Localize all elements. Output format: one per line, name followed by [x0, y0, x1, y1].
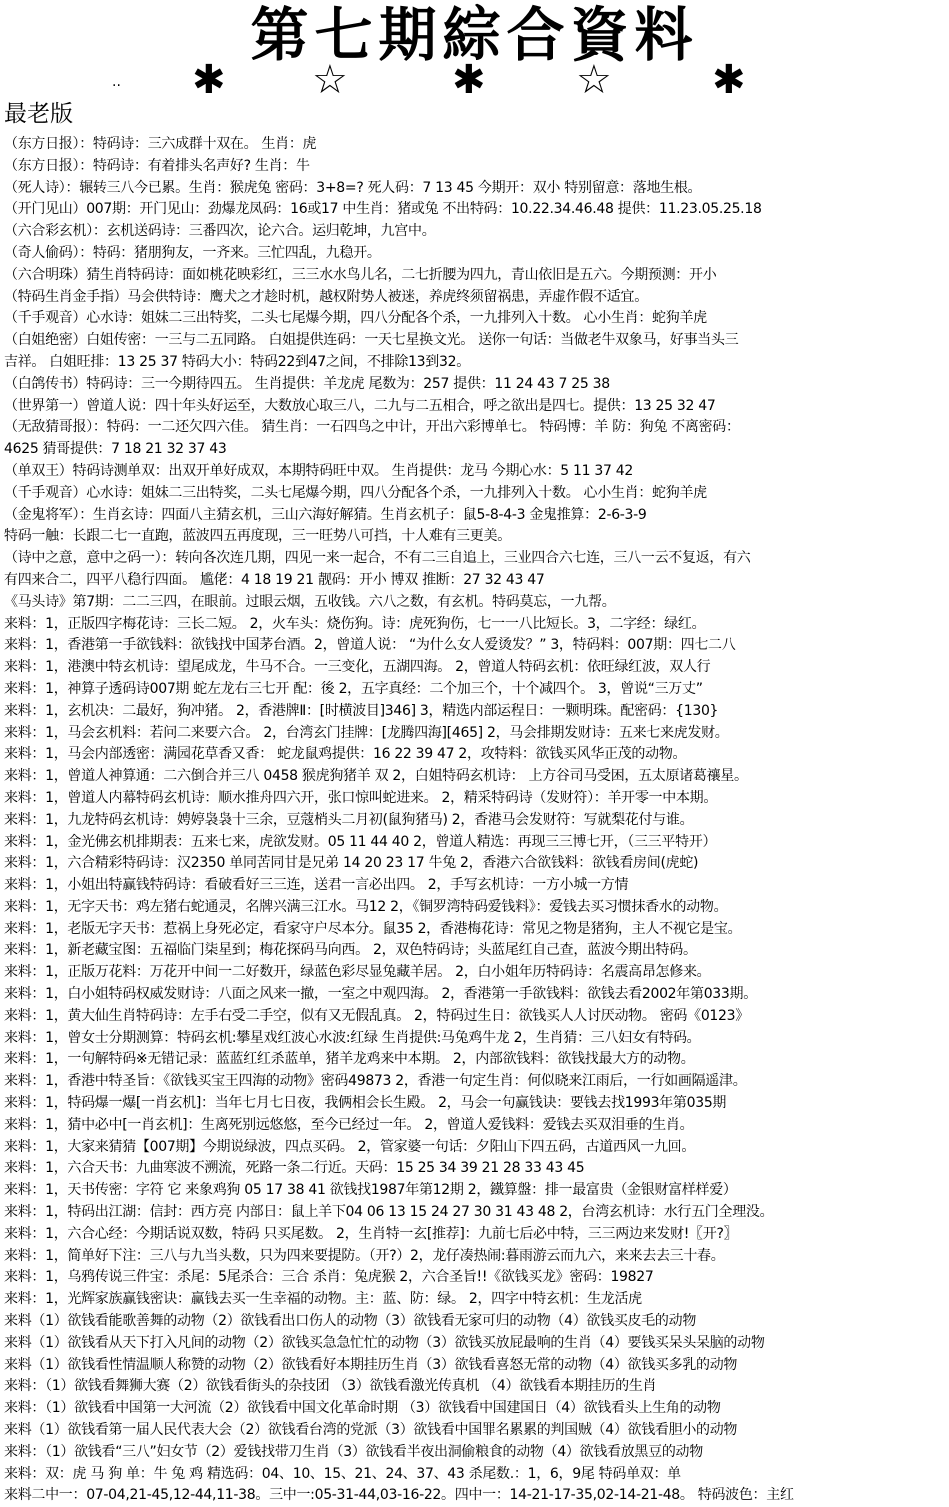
text-line: 来料：1，白小姐特码权威发财诗：八面之风来一撤，一室之中观四海。 2，香港第一手欲钱料：欲钱去看2002年第033期。: [4, 986, 757, 1003]
asterisk-icon: ✱: [452, 57, 486, 103]
text-line: 来料：1，马会内部透密：满园花草香又香： 蛇龙鼠鸡提供：16 22 39 47 2，攻特料：欲钱买风华正茂的动物。: [4, 746, 687, 763]
text-line: 来料：1，玄机决：二最好，狗冲猪。 2，香港牌Ⅱ：[时横波目]346] 3，精选内部运程日：一颗明珠。配密码：{130}: [4, 702, 719, 719]
text-line: 来料（1）欲钱看从天下打入凡间的动物（2）欲钱买急急忙忙的动物（3）欲钱买放屁最响的生肖（4）要钱买呆头呆脑的动物: [4, 1334, 765, 1351]
asterisk-icon: ✱: [192, 57, 226, 103]
document-body: [4, 134, 947, 1507]
text-line: 来料：1，天书传密：字符 它 来象鸡狗 05 17 38 41 欲钱找1987年第12期 2，鐵算盤：排一最富贵（金银财富样样爱）: [4, 1182, 737, 1199]
text-line: 来料：1，曾道人神算通：二六倒合并三八 0458 猴虎狗猪羊 双 2，白姐特码玄机诗： 上方谷司马受困，五太原诸葛禳星。: [4, 768, 748, 785]
text-line: （单双王）特码诗测单双：出双开单好成双，本期特码旺中双。 生肖提供：龙马 今期心水：5 11 37 42: [4, 462, 633, 479]
decorative-dots: ··: [112, 78, 121, 94]
text-line: 来料：1，乌鸦传说三件宝：杀尾：5尾杀合：三合 杀肖：兔虎猴 2，六合圣旨!!《欲钱买龙》密码：19827: [4, 1269, 654, 1286]
text-line: （开门见山）007期：开门见山：劲爆龙凤码：16或17 中生肖：猪或兔 不出特码：10.22.34.46.48 提供：11.23.05.25.18: [4, 201, 762, 218]
text-line: 来料：1，特码爆一爆[一肖玄机]：当年七月七日夜，我俩相会长生殿。 2，马会一句赢钱诀：要钱去找1993年第035期: [4, 1095, 727, 1112]
text-line: 来料二中一：07-04,21-45,12-44,11-38。三中一:05-31-44,03-16-22。四中一：14-21-17-35,02-14-21-48。 特码波色：主红: [4, 1487, 794, 1504]
text-line: 来料：1，无字天书：鸡左猪右蛇通灵，名牌兴满三江水。马12 2，《铜罗湾特码爱钱料》：爱钱去买习惯抹香水的动物。: [4, 898, 728, 915]
text-line: 有四来合二，四平八稳行四面。 尴佬：4 18 19 21 靓码：开小 博双 推断：27 32 43 47: [4, 571, 545, 588]
text-line: 来料：1，小姐出特赢钱特码诗：看破看好三三连，送君一言必出四。 2，手写玄机诗：一方小城一方情: [4, 877, 629, 894]
text-line: 来料（1）欲钱看第一届人民代表大会（2）欲钱看台湾的党派（3）欲钱看中国罪名累累的判国贼（4）欲钱看胆小的动物: [4, 1422, 738, 1439]
text-line: 来料：1，神算子透码诗007期 蛇左龙右三七开 配：後 2，五字真经：二个加三个，十个减四个。 3，曾说“三万丈”: [4, 680, 703, 697]
text-line: 来料：1，香港第一手欲钱料：欲钱找中国茅台酒。2，曾道人说： “为什么女人爱烫发？” 3，特码料：007期：四七二八: [4, 637, 736, 654]
text-line: （白姐绝密）白姐传密：一三与二五同路。 白姐提供连码：一天七星换文光。 送你一句话：当做老牛双象马，好事当头三: [4, 332, 739, 349]
text-line: 来料（1）欲钱看性情温顺人称赞的动物（2）欲钱看好本期挂历生肖（3）欲钱看喜怒无常的动物（4）欲钱买多乳的动物: [4, 1356, 738, 1373]
text-line: （白鸽传书）特码诗：三一今期待四五。 生肖提供：羊龙虎 尾数为：257 提供：11 24 43 7 25 38: [4, 375, 610, 392]
text-line: 来料：1，光辉家族赢钱密诀：赢钱去买一生幸福的动物。主：蓝、防：绿。 2，四字中特玄机：生龙活虎: [4, 1291, 642, 1308]
text-line: （无敌猜哥报）：特码：一二还欠四六佳。 猜生肖：一石四鸟之中计，开出六彩博单七。 特码博：羊 防：狗兔 不离密码：: [4, 419, 740, 436]
text-line: 来料：1，正版万花料：万花开中间一二好数开，绿蓝色彩尽显兔藏羊居。 2，白小姐年历特码诗：名震高昂怎修来。: [4, 964, 711, 981]
text-line: 来料：1，猜中必中[一肖玄机]：生离死别远悠悠，至今已经过一年。 2，曾道人爱钱料：爱钱去买双泪垂的生肖。: [4, 1116, 694, 1133]
star-divider: [0, 57, 949, 103]
text-line: （东方日报）：特码诗：三六成群十双在。 生肖：虎: [4, 136, 317, 152]
text-line: 来料：1，特码出江湖：信封：西方亮 内部日：鼠上羊下04 06 13 15 24 27 30 31 43 48 2，台湾玄机诗：水行五门全理没。: [4, 1204, 774, 1221]
text-line: 来料：1，九龙特码玄机诗：娉婷袅袅十三余，豆蔻梢头二月初(鼠狗猪马) 2，香港马会发财符：写就梨花付与谁。: [4, 811, 694, 828]
asterisk-icon: ✱: [712, 57, 746, 103]
text-line: 来料：1，香港中特圣旨：《欲钱买宝王四海的动物》密码49873 2，香港一句定生肖：何似晓来江雨后，一行如画隔遥津。: [4, 1073, 747, 1090]
text-line: 来料：1，简单好下注：三八与九当头数，只为四来要提防。（开?）2，龙仔凑热闹:暮雨游云而九六，来来去去三十春。: [4, 1247, 725, 1264]
star-icon: ☆: [312, 57, 348, 103]
text-line: 《马头诗》第7期：二二三四，在眼前。过眼云烟，五收钱。六八之数，有玄机。特码莫忘，一九帮。: [4, 593, 616, 610]
text-line: （死人诗）：辗转三八今已累。生肖：猴虎兔 密码：3+8=? 死人码：7 13 45 今期开：双小 特别留意：落地生根。: [4, 179, 702, 196]
text-line: 来料：1，大家来猜猜【007期】今期说绿波，四点买码。 2，管家婆一句话：夕阳山下四五码，古道西风一九回。: [4, 1138, 696, 1155]
text-line: （奇人偷码）：特码：猪朋狗友，一齐来。三忙四乱，九稳开。: [4, 244, 381, 261]
page-title: 第七期綜合資料: [250, 1, 699, 69]
text-line: 吉祥。 白姐旺排：13 25 37 特码大小：特码22到47之间，不排除13到32。: [4, 353, 470, 370]
text-line: 来料：1，金光佛玄机排期表：五来七来，虎欲发财。05 11 44 40 2，曾道人精选：再现三三博七开，（三三平特开）: [4, 833, 717, 850]
text-line: 来料：1，黄大仙生肖特码诗：左手右受二手空，似有又无假乱真。 2，特码过生日：欲钱买人人讨厌动物。 密码《0123》: [4, 1007, 749, 1024]
text-line: 来料：（1）欲钱看中国第一大河流（2）欲钱看中国文化革命时期 （3）欲钱看中国建国日（4）欲钱看头上生角的动物: [4, 1400, 721, 1417]
text-line: 来料：1，曾女士分期测算：特码玄机:攀星戏红波心水波:红绿 生肖提供:马兔鸡牛龙 2，生肖猜：三八妇女有特码。: [4, 1029, 701, 1046]
text-line: 来料（1）欲钱看能歌善舞的动物（2）欲钱看出口伤人的动物（3）欲钱看无家可归的动物（4）欲钱买皮毛的动物: [4, 1313, 697, 1330]
text-line: （六合彩玄机）：玄机送码诗：三番四次，论六合。运归乾坤，九宫中。: [4, 223, 436, 240]
text-line: 来料：1，新老藏宝图：五福临门柒星到；梅花探码马向西。 2，双色特码诗；头蓝尾红自己查，蓝波今期出特码。: [4, 942, 697, 959]
text-line: （金鬼将军）：生肖玄诗：四面八主猜玄机，三山六海好解猜。生肖玄机子：鼠5-8-4-3 金鬼推算：2-6-3-9: [4, 506, 647, 523]
text-line: （世界第一）曾道人说：四十年头好运至，大数放心取三八，二九与二五相合，呼之欲出是四七。提供：13 25 32 47: [4, 397, 716, 414]
text-line: 来料：1，六合心经：今期话说双数，特码 只买尾数。 2，生肖特一玄[推荐]：九前七后必中特，三三两边来发财!〖开?〗: [4, 1225, 738, 1242]
text-line: 来料：1，一句解特码※无错记录：蓝蓝红红杀蓝单，猪羊龙鸡来中本期。 2，内部欲钱料：欲钱找最大方的动物。: [4, 1051, 695, 1068]
edition-label: 最老版: [4, 101, 73, 127]
text-line: （特码生肖金手指）马会供特诗：鹰犬之才趁时机，越权附势人被迷，养虎终须留祸患，弄虚作假不适宜。: [4, 288, 648, 305]
text-line: 来料：1，马会玄机料：若问二来要六合。 2，台湾玄门挂牌：[龙腾四海][465] 2，马会排期发财诗：五来七来虎发财。: [4, 724, 729, 741]
text-line: 来料：双：虎 马 狗 单：牛 兔 鸡 精选码：04、10、15、21、24、37、43 杀尾数.：1，6，9尾 特码单双：单: [4, 1465, 681, 1482]
text-line: 来料：1，六合精彩特码诗：汉2350 单同苦同甘是兄弟 14 20 23 17 牛兔 2，香港六合欲钱料：欲钱看房间(虎蛇): [4, 855, 699, 872]
text-line: 4625 猜哥提供：7 18 21 32 37 43: [4, 441, 227, 458]
text-line: 来料：1，港澳中特玄机诗：望尾成龙，牛马不合。一三变化，五湖四海。 2，曾道人特码玄机：依旺绿红波，双人行: [4, 659, 711, 676]
text-line: （东方日报）：特码诗：有着排头名声好? 生肖：牛: [4, 157, 310, 174]
text-line: 来料：1，老版无字天书：惹祸上身死必定，看家守户尽本分。鼠35 2，香港梅花诗：常见之物是猪狗，主人不视它是宝。: [4, 920, 742, 937]
text-line: 来料：1，曾道人内幕特码玄机诗：顺水推舟四六开，张口惊叫蛇进来。 2，精采特码诗（发财符）：羊开零一中本期。: [4, 789, 718, 806]
text-line: （千手观音）心水诗：姐妹二三出特奖，二头七尾爆今期，四八分配各个杀，一九排列入十数。 心小生肖：蛇狗羊虎: [4, 310, 707, 327]
text-line: 来料：（1）欲钱看舞狮大赛（2）欲钱看街头的杂技团 （3）欲钱看激光传真机 （4）欲钱看本期挂历的生肖: [4, 1378, 657, 1395]
text-line: 特码一触：长跟二七一直跑，蓝波四五再度现，三一旺势八可挡，十人难有三更美。: [4, 528, 511, 545]
text-line: 来料：1，正版四字梅花诗：三长二短。 2，火车头：烧伤狗。诗：虎死狗伤，七一一八比短长。3，二字经：绿红。: [4, 615, 706, 632]
text-line: （六合明珠）猜生肖特码诗：面如桃花映彩红，三三水水鸟儿名，二七折腰为四九，青山依旧是五六。今期预测：开小: [4, 266, 717, 283]
text-line: （诗中之意，意中之码一）：转向各次连几期，四见一来一起合，不有二三自追上，三业四合六七连，三八一云不复返，有六: [4, 550, 751, 567]
text-line: 来料：（1）欲钱看“三八”妇女节（2）爱钱找带刀生肖（3）欲钱看半夜出洞偷粮食的动物（4）欲钱看放黑豆的动物: [4, 1443, 703, 1460]
text-line: （千手观音）心水诗：姐妹二三出特奖，二头七尾爆今期，四八分配各个杀，一九排列入十数。 心小生肖：蛇狗羊虎: [4, 484, 707, 501]
text-line: 来料：1，六合天书：九曲寒波不溯流，死路一条二行近。天码：15 25 34 39 21 28 33 43 45: [4, 1160, 585, 1177]
star-icon: ☆: [576, 57, 612, 103]
